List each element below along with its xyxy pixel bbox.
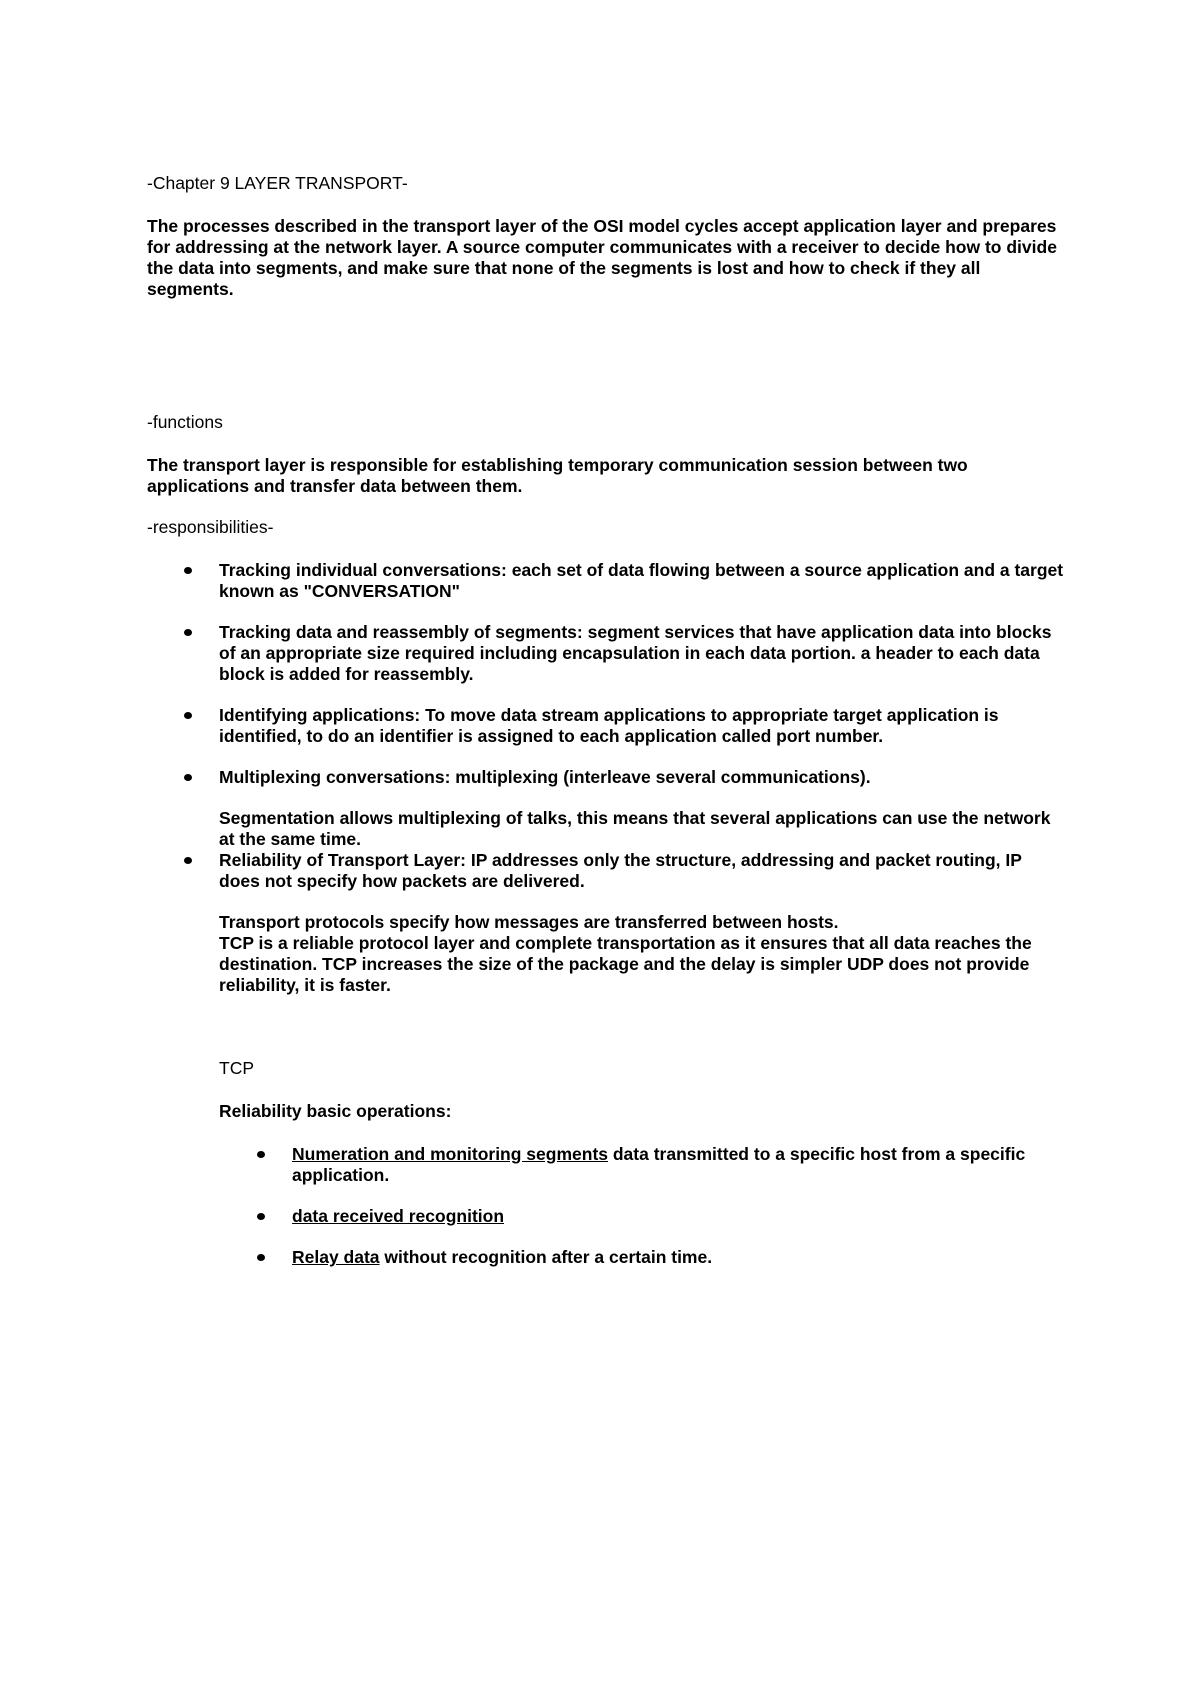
bullet-icon	[257, 1254, 265, 1261]
intro-paragraph: The processes described in the transport layer of the OSI model cycles accept application layer and prepares for addressing at the network layer. A source computer communicates with a receiver to decide how to divide the data into segments, and make sure that none of the segments is lost and how to check if they all segments.	[147, 216, 1057, 299]
tcp-heading: TCP	[219, 1058, 254, 1078]
functions-paragraph: The transport layer is responsible for establishing temporary communication session between two applications and transfer data between them.	[147, 455, 968, 496]
bullet-icon	[184, 567, 192, 574]
bullet-icon	[184, 629, 192, 636]
bullet-icon	[184, 712, 192, 719]
list-item-subparagraph: Segmentation allows multiplexing of talks, this means that several applications can use the network at the same time.	[219, 808, 1051, 849]
responsibilities-heading: -responsibilities-	[147, 517, 274, 537]
list-item	[292, 1247, 1067, 1268]
document-body	[147, 173, 1067, 1288]
bullet-icon	[184, 857, 192, 864]
list-item-text: Multiplexing conversations: multiplexing (interleave several communications).	[219, 767, 871, 787]
bullet-icon	[257, 1151, 265, 1158]
list-item-underlined: data received recognition	[292, 1206, 505, 1226]
list-item	[219, 560, 1067, 602]
list-item	[292, 1206, 1067, 1227]
list-item	[219, 705, 1067, 747]
bullet-icon	[184, 774, 192, 781]
list-item-text: data transmitted to a specific host from a specific application.	[292, 1144, 1026, 1185]
list-item-underlined: Relay data	[292, 1247, 380, 1267]
list-item	[219, 622, 1067, 685]
functions-heading: -functions	[147, 412, 223, 432]
responsibilities-list-continued	[147, 850, 1067, 892]
list-item-subparagraph: Transport protocols specify how messages are transferred between hosts.	[219, 912, 839, 932]
list-item-text: Reliability of Transport Layer: IP addresses only the structure, addressing and packet routing, IP does not specify how packets are delivered.	[219, 850, 1022, 891]
list-item	[292, 1144, 1067, 1186]
list-item-underlined: Numeration and monitoring segments	[292, 1144, 608, 1164]
list-item	[219, 767, 1067, 788]
list-item-text: Tracking individual conversations: each set of data flowing between a source application and a target known as "CONVERSATION"	[219, 560, 1064, 601]
list-item	[219, 850, 1067, 892]
tcp-subheading: Reliability basic operations:	[219, 1101, 452, 1121]
tcp-operations-list	[147, 1144, 1067, 1268]
list-item-text: Tracking data and reassembly of segments: segment services that have application data into blocks of an appropriate size required including encapsulation in each data portion. a header to each data block is added for reassembly.	[219, 622, 1052, 684]
bullet-icon	[257, 1213, 265, 1220]
chapter-title: -Chapter 9 LAYER TRANSPORT-	[147, 173, 408, 193]
list-item-subparagraph: TCP is a reliable protocol layer and complete transportation as it ensures that all data reaches the destination. TCP increases the size of the package and the delay is simpler UDP does not provide reliability, it is faster.	[219, 933, 1032, 995]
list-item-text: without recognition after a certain time.	[379, 1247, 713, 1267]
list-item-text: Identifying applications: To move data stream applications to appropriate target application is identified, to do an identifier is assigned to each application called port number.	[219, 705, 999, 746]
responsibilities-list	[147, 560, 1067, 788]
